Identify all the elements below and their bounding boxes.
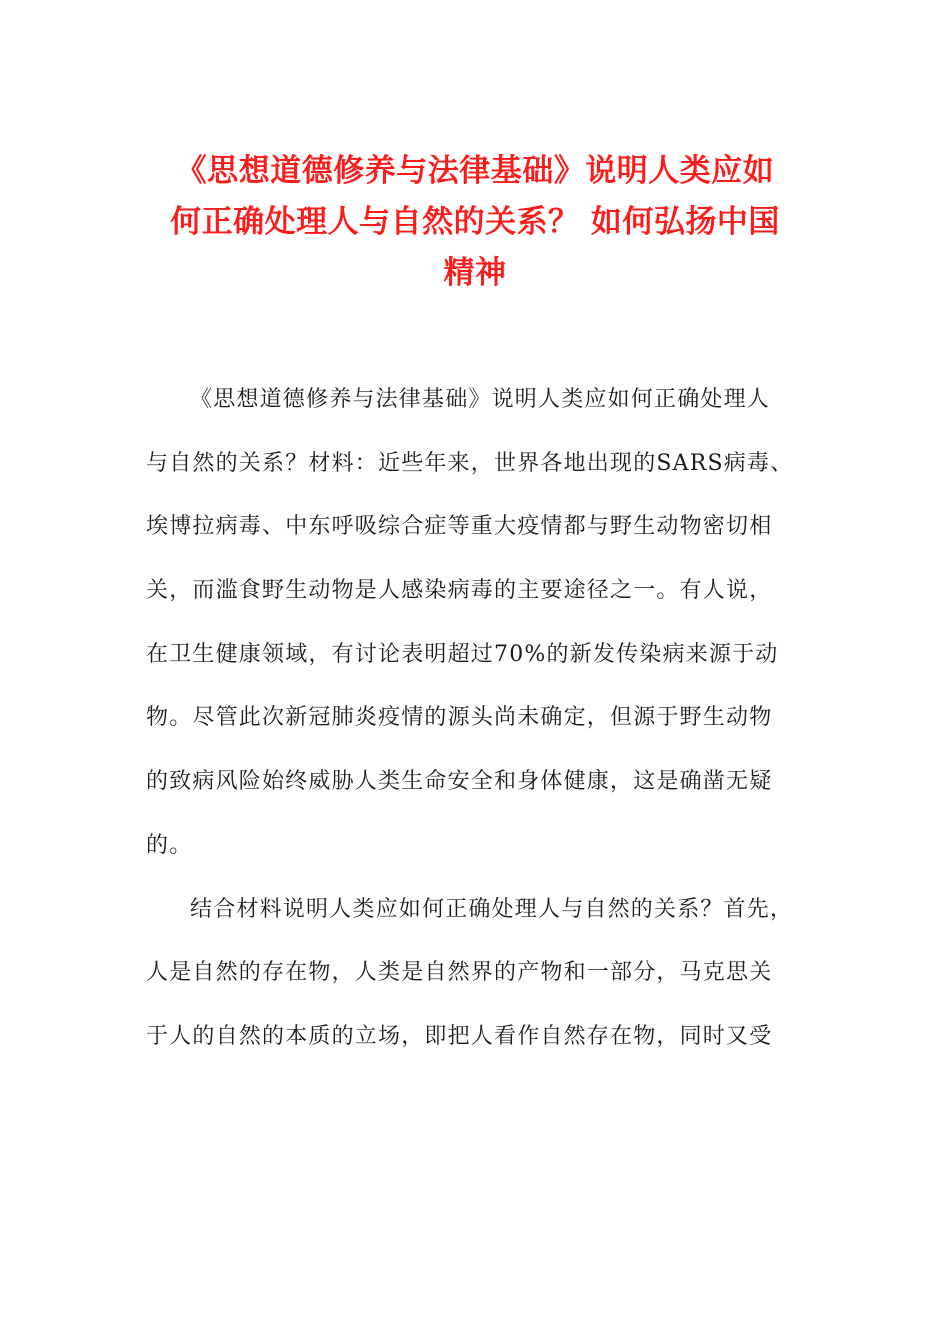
text-line: 物。尽管此次新冠肺炎疫情的源头尚未确定，但源于野生动物 xyxy=(146,705,773,731)
text-line: 结合材料说明人类应如何正确处理人与自然的关系？首先， xyxy=(190,896,794,922)
document-title xyxy=(140,146,810,299)
text-line: 埃博拉病毒、中东呼吸综合症等重大疫情都与野生动物密切相 xyxy=(146,514,773,540)
text-line: 的。 xyxy=(146,832,193,858)
text-line: 关，而滥食野生动物是人感染病毒的主要途径之一。有人说， xyxy=(146,578,773,604)
text-line: 人是自然的存在物，人类是自然界的产物和一部分，马克思关 xyxy=(146,960,773,986)
document-body xyxy=(146,368,806,1069)
title-line: 《思想道德修养与法律基础》说明人类应如 xyxy=(175,153,775,189)
paragraph-material xyxy=(146,368,806,878)
text-line: 与自然的关系？材料：近些年来，世界各地出现的SARS病毒、 xyxy=(146,450,794,476)
title-line: 何正确处理人与自然的关系？ 如何弘扬中国 xyxy=(170,204,780,240)
text-line: 在卫生健康领域，有讨论表明超过70%的新发传染病来源于动 xyxy=(146,641,779,667)
text-line: 《思想道德修养与法律基础》说明人类应如何正确处理人 xyxy=(190,387,771,412)
text-line: 于人的自然的本质的立场，即把人看作自然存在物，同时又受 xyxy=(146,1023,773,1049)
paragraph-answer xyxy=(146,878,806,1069)
title-line: 精神 xyxy=(443,255,507,291)
text-line: 的致病风险始终威胁人类生命安全和身体健康，这是确凿无疑 xyxy=(146,769,773,795)
